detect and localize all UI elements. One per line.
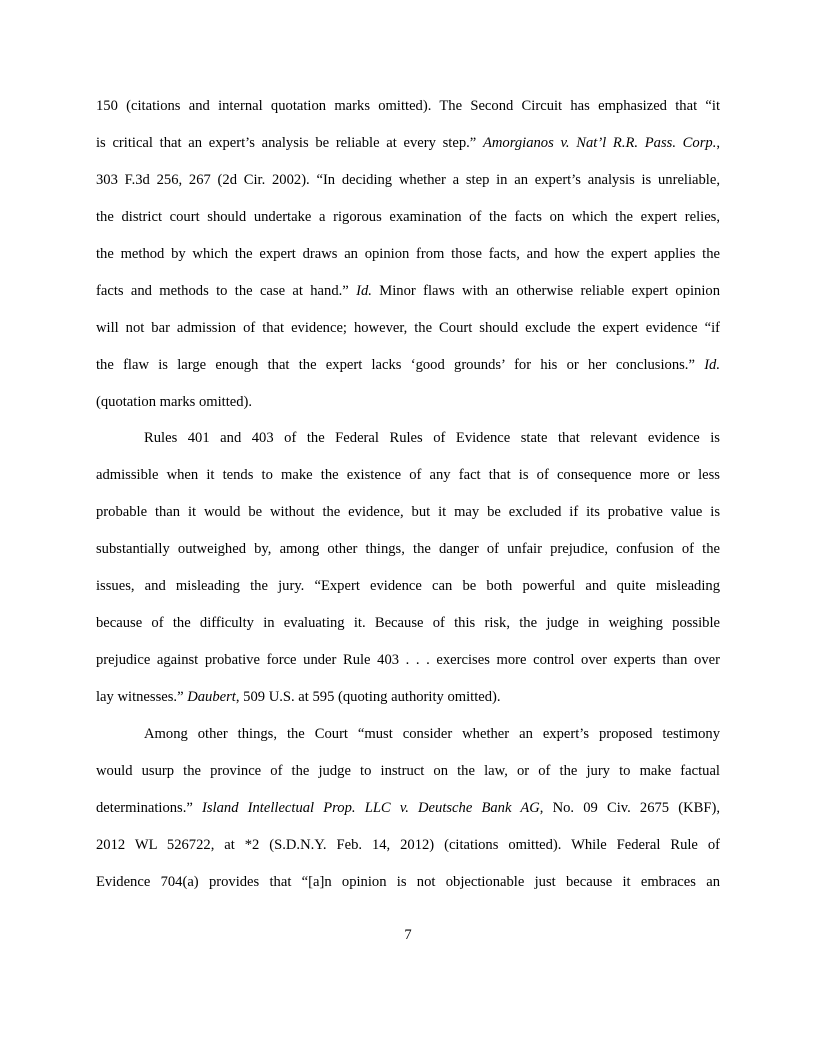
text-line: the district court should undertake a rigorous examination of the facts on which the expert relies, [96,208,720,225]
text-line: Rules 401 and 403 of the Federal Rules of Evidence state that relevant evidence is [144,430,720,447]
text-line [96,347,720,384]
paragraph-rules-401-403 [96,420,720,716]
text-run: , No. 09 Civ. 2675 (KBF), [539,799,720,816]
text-line: admissible when it tends to make the existence of any fact that is of consequence more or less [96,467,720,484]
text-run: , 509 U.S. at 595 (quoting authority omitted). [235,689,501,705]
text-line [96,273,720,310]
page-number: 7 [404,927,412,943]
text-line: Evidence 704(a) provides that “[a]n opinion is not objectionable just because it embraces an [96,873,720,890]
text-run: Minor flaws with an otherwise reliable expert opinion [371,282,720,299]
text-line: 2012 WL 526722, at *2 (S.D.N.Y. Feb. 14, 2012) (citations omitted). While Federal Rule of [96,836,720,853]
text-run: the flaw is large enough that the expert lacks ‘good grounds’ for his or her conclusions.” [96,356,705,373]
text-run: , [716,134,720,151]
id-citation: Id. [356,282,372,299]
paragraph-expert-reliability [96,88,720,420]
text-line: probable than it would be without the evidence, but it may be excluded if its probative value is [96,504,720,521]
text-line: because of the difficulty in evaluating it. Because of this risk, the judge in weighing possible [96,615,720,632]
case-citation: Island Intellectual Prop. LLC v. Deutsche Bank AG [202,799,540,816]
text-run: is critical that an expert’s analysis be reliable at every step.” [96,134,483,151]
text-line: the method by which the expert draws an opinion from those facts, and how the expert applies the [96,245,720,262]
case-citation: Amorgianos v. Nat’l R.R. Pass. Corp. [482,134,717,151]
text-run: determinations.” [96,799,203,816]
text-line [96,679,720,716]
paragraph-usurp-province [96,716,720,901]
text-line: issues, and misleading the jury. “Expert evidence can be both powerful and quite misleading [96,578,720,595]
text-line [96,125,720,162]
text-line: 303 F.3d 256, 267 (2d Cir. 2002). “In deciding whether a step in an expert’s analysis is unreliable, [96,171,720,188]
text-line: substantially outweighed by, among other things, the danger of unfair prejudice, confusion of the [96,541,720,558]
text-run: facts and methods to the case at hand.” [96,282,357,299]
text-line: Among other things, the Court “must consider whether an expert’s proposed testimony [144,725,720,742]
text-line: prejudice against probative force under Rule 403 . . . exercises more control over experts than over [96,652,720,669]
id-citation: Id. [704,356,720,373]
text-run: lay witnesses.” [96,689,188,705]
text-line: (quotation marks omitted). [96,393,253,410]
text-line: 150 (citations and internal quotation marks omitted). The Second Circuit has emphasized that “it [96,98,720,114]
case-citation: Daubert [187,689,236,705]
text-line [96,790,720,827]
body-text [96,88,720,901]
text-line: would usurp the province of the judge to instruct on the law, or of the jury to make factual [96,762,720,779]
text-line: will not bar admission of that evidence; however, the Court should exclude the expert evidence “if [96,319,720,336]
